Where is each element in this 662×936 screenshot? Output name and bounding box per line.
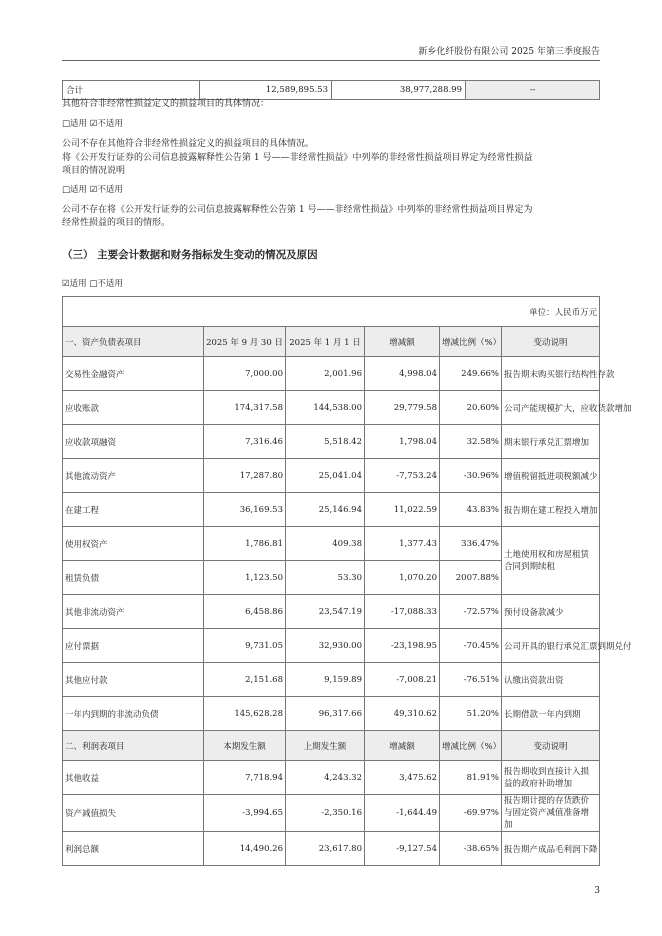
col-header: 上期发生额 (286, 731, 365, 761)
row-value: 23,547.19 (286, 595, 365, 629)
row-value: 409.38 (286, 527, 365, 561)
row-value: 144,538.00 (286, 391, 365, 425)
row-item: 资产减值损失 (63, 795, 204, 832)
total-table (62, 80, 600, 100)
row-item: 应收款项融资 (63, 425, 204, 459)
row-value: 51.20% (440, 697, 502, 731)
row-note: 长期借款一年内到期 (502, 697, 600, 731)
row-value: 43.83% (440, 493, 502, 527)
row-value: -2,350.16 (286, 795, 365, 832)
row-value: -76.51% (440, 663, 502, 697)
table-row (63, 459, 600, 493)
table-row (63, 663, 600, 697)
row-value: 14,490.26 (204, 832, 286, 866)
row-note: 认缴出资款出资 (502, 663, 600, 697)
other-items-line1: 其他符合非经常性损益定义的损益项目的具体情况： (62, 99, 270, 109)
row-item: 应收账款 (63, 391, 204, 425)
row-value: -7,008.21 (365, 663, 440, 697)
row-note-merged: 土地使用权和房屋租赁合同到期续租 (502, 527, 600, 595)
other-items-line3b: 项目的情况说明 (62, 166, 126, 176)
row-value: -7,753.24 (365, 459, 440, 493)
row-value: -30.96% (440, 459, 502, 493)
table-row (63, 391, 600, 425)
table-row (63, 795, 600, 832)
financial-change-table (62, 296, 632, 866)
total-row (63, 81, 600, 100)
col-header: 增减额 (365, 731, 440, 761)
row-value: 7,000.00 (204, 357, 286, 391)
row-value: -9,127.54 (365, 832, 440, 866)
row-item: 应付票据 (63, 629, 204, 663)
applicability-option-2: □适用 ☑不适用 (62, 185, 123, 195)
other-items-line2: 公司不存在其他符合非经常性损益定义的损益项目的具体情况。 (62, 139, 315, 149)
row-value: 32,930.00 (286, 629, 365, 663)
row-note: 报告期末购买银行结构性存款 (502, 357, 600, 391)
page-number: 3 (594, 886, 600, 896)
row-value: 7,316.46 (204, 425, 286, 459)
row-item: 交易性金融资产 (63, 357, 204, 391)
row-value: 1,070.20 (365, 561, 440, 595)
row-item: 其他应付款 (63, 663, 204, 697)
row-item: 在建工程 (63, 493, 204, 527)
total-value-1: 12,589,895.53 (200, 81, 332, 100)
other-items-line4b: 经常性损益的项目的情形。 (62, 218, 171, 228)
row-value: 20.60% (440, 391, 502, 425)
row-value: 145,628.28 (204, 697, 286, 731)
row-item: 一年内到期的非流动负债 (63, 697, 204, 731)
row-value: -69.97% (440, 795, 502, 832)
table-row (63, 761, 600, 795)
row-value: 6,458.86 (204, 595, 286, 629)
table-row (63, 629, 600, 663)
col-header: 2025 年 9 月 30 日 (204, 327, 286, 357)
row-note: 增值税留抵进项税额减少 (502, 459, 600, 493)
row-note: 期末银行承兑汇票增加 (502, 425, 600, 459)
row-value: 249.66% (440, 357, 502, 391)
row-value: 36,169.53 (204, 493, 286, 527)
col-header: 一、资产负债表项目 (63, 327, 204, 357)
unit-label: 单位：人民币万元 (63, 297, 600, 327)
row-value: -38.65% (440, 832, 502, 866)
row-value: 4,998.04 (365, 357, 440, 391)
row-value: 4,243.32 (286, 761, 365, 795)
row-value: 49,310.62 (365, 697, 440, 731)
row-value: -17,088.33 (365, 595, 440, 629)
col-header: 增减比例（%） (440, 731, 502, 761)
unit-row (63, 297, 600, 327)
table-row (63, 595, 600, 629)
row-value: 1,786.81 (204, 527, 286, 561)
other-items-line4a: 公司不存在将《公开发行证券的公司信息披露解释性公告第 1 号——非经常性损益》中列举的非经常性损益项目界定为 (62, 205, 533, 215)
row-value: 23,617.80 (286, 832, 365, 866)
row-value: 25,041.04 (286, 459, 365, 493)
row-item: 其他流动资产 (63, 459, 204, 493)
table-row (63, 357, 600, 391)
row-value: -72.57% (440, 595, 502, 629)
row-value: 2,001.96 (286, 357, 365, 391)
row-value: -70.45% (440, 629, 502, 663)
col-header: 2025 年 1 月 1 日 (286, 327, 365, 357)
row-value: 1,377.43 (365, 527, 440, 561)
header-rule (62, 60, 600, 61)
row-value: 32.58% (440, 425, 502, 459)
income-header-row (63, 731, 600, 761)
row-note: 报告期在建工程投入增加 (502, 493, 600, 527)
row-note: 公司产能规模扩大，应收货款增加 (502, 391, 600, 425)
total-label: 合计 (63, 81, 200, 100)
row-value: 1,123.50 (204, 561, 286, 595)
row-value: -3,994.65 (204, 795, 286, 832)
row-value: 5,518.42 (286, 425, 365, 459)
row-value: 81.91% (440, 761, 502, 795)
row-value: -23,198.95 (365, 629, 440, 663)
row-value: 7,718.94 (204, 761, 286, 795)
row-note: 报告期产成品毛利润下降 (502, 832, 600, 866)
row-note: 公司开具的银行承兑汇票到期兑付 (502, 629, 600, 663)
row-item: 租赁负债 (63, 561, 204, 595)
row-value: 53.30 (286, 561, 365, 595)
col-header: 变动说明 (502, 327, 600, 357)
row-value: 25,146.94 (286, 493, 365, 527)
row-value: 336.47% (440, 527, 502, 561)
col-header: 增减额 (365, 327, 440, 357)
page-header: 新乡化纤股份有限公司 2025 年第三季度报告 (418, 47, 600, 57)
row-value: 9,159.89 (286, 663, 365, 697)
row-note: 报告期收到直接计入损益的政府补助增加 (502, 761, 600, 795)
table-row (63, 493, 600, 527)
row-value: 174,317.58 (204, 391, 286, 425)
other-items-line3a: 将《公开发行证券的公司信息披露解释性公告第 1 号——非经常性损益》中列举的非经常性损益项目界定为经常性损益 (62, 153, 533, 163)
row-item: 其他非流动资产 (63, 595, 204, 629)
row-value: 17,287.80 (204, 459, 286, 493)
applicability-option-1: □适用 ☑不适用 (62, 119, 123, 129)
table-row (63, 527, 600, 561)
section-title: （三） 主要会计数据和财务指标发生变动的情况及原因 (62, 249, 318, 261)
row-note: 报告期计提的存货跌价与固定资产减值准备增加 (502, 795, 600, 832)
table-row (63, 425, 600, 459)
balance-header-row (63, 327, 600, 357)
col-header: 变动说明 (502, 731, 600, 761)
row-value: 96,317.66 (286, 697, 365, 731)
row-item: 使用权资产 (63, 527, 204, 561)
col-header: 增减比例（%） (440, 327, 502, 357)
row-value: -1,644.49 (365, 795, 440, 832)
row-note: 预付设备款减少 (502, 595, 600, 629)
row-value: 11,022.59 (365, 493, 440, 527)
total-value-2: 38,977,288.99 (332, 81, 466, 100)
col-header: 本期发生额 (204, 731, 286, 761)
row-value: 1,798.04 (365, 425, 440, 459)
table-row (63, 697, 600, 731)
row-value: 9,731.05 (204, 629, 286, 663)
row-value: 29,779.58 (365, 391, 440, 425)
row-value: 3,475.62 (365, 761, 440, 795)
section-applicability-option: ☑适用 □不适用 (62, 279, 123, 289)
row-value: 2007.88% (440, 561, 502, 595)
row-item: 其他收益 (63, 761, 204, 795)
row-item: 利润总额 (63, 832, 204, 866)
table-row (63, 832, 600, 866)
row-value: 2,151.68 (204, 663, 286, 697)
total-value-3: -- (466, 81, 600, 100)
col-header: 二、利润表项目 (63, 731, 204, 761)
